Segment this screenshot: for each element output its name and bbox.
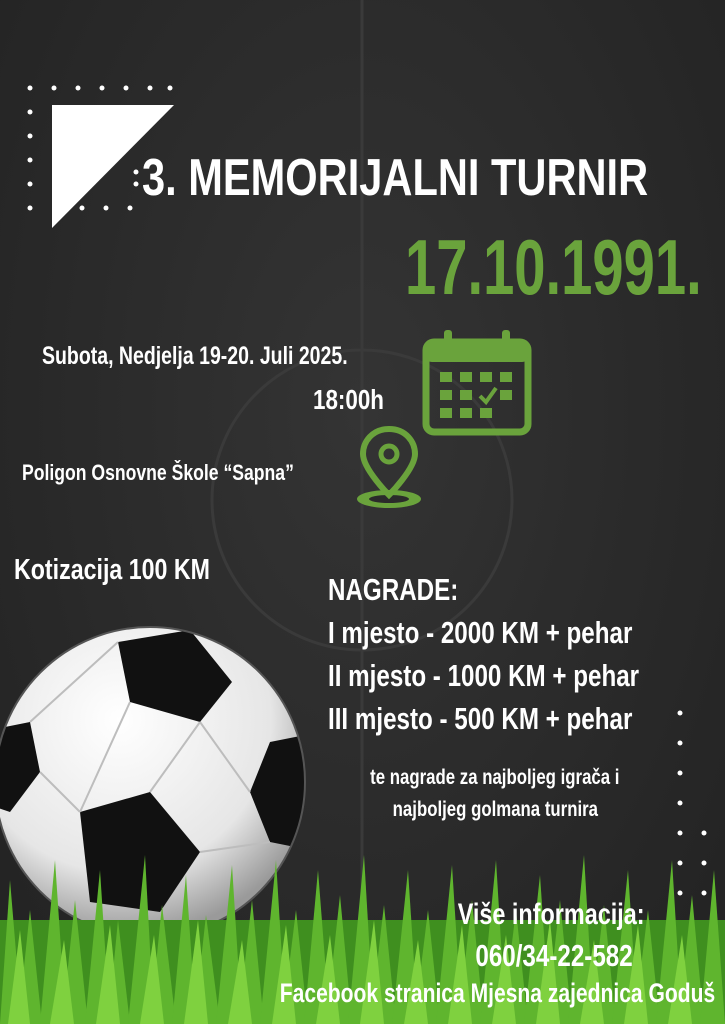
calendar-icon: [422, 328, 532, 436]
facebook-page: Facebook stranica Mjesna zajednica Goduš: [279, 978, 715, 1008]
event-days: Subota, Nedjelja 19-20. Juli 2025.: [42, 342, 348, 370]
memorial-date: 17.10.1991.: [405, 223, 702, 311]
event-venue: Poligon Osnovne Škole “Sapna”: [22, 460, 294, 485]
prizes-heading: NAGRADE:: [328, 572, 459, 607]
tournament-title: 3. MEMORIJALNI TURNIR: [142, 149, 649, 207]
extra-awards: te nagrade za najboljeg igrača i najboljeg golmana turnira: [370, 766, 620, 821]
prize-third: III mjesto - 500 KM + pehar: [328, 701, 633, 736]
contact-info: [155, 898, 715, 1014]
registration-fee: Kotizacija 100 KM: [14, 554, 210, 586]
prizes-block: [328, 572, 725, 744]
info-heading: Više informacija:: [458, 898, 645, 931]
location-pin-icon: [354, 425, 424, 511]
phone-number: 060/34-22-582: [475, 938, 633, 973]
prize-first: I mjesto - 2000 KM + pehar: [328, 615, 633, 650]
event-time: 18:00h: [313, 384, 384, 415]
prize-second: II mjesto - 1000 KM + pehar: [328, 658, 640, 693]
